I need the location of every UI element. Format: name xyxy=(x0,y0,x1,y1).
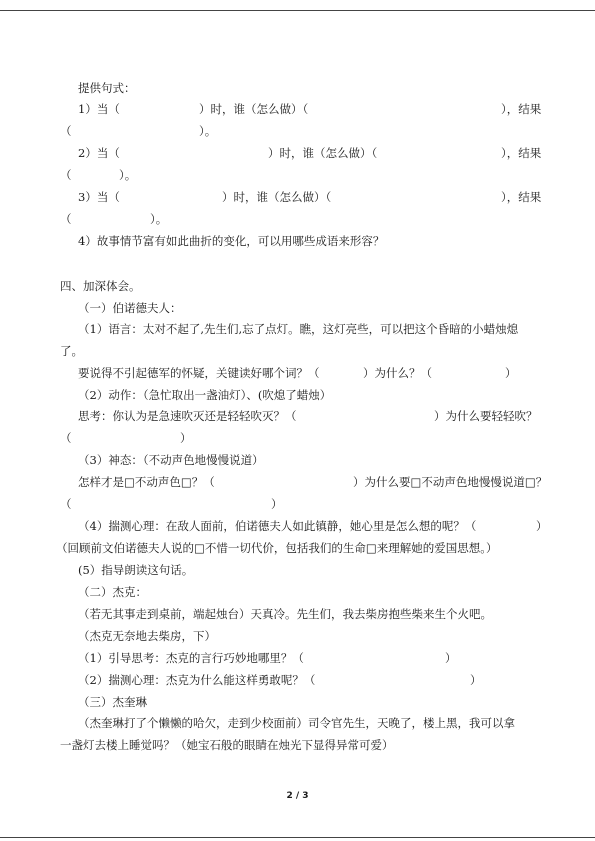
text-segment: （杰奎琳打了个懒懒的哈欠，走到少校面前）司令官先生，天晚了，楼上黑，我可以拿 xyxy=(78,716,515,730)
text-segment: （1）引导思考：杰克的言行巧妙地哪里？（ xyxy=(78,651,304,665)
text-segment: ）。 xyxy=(119,168,137,182)
text-segment: ）时，谁（怎么做）（ xyxy=(199,102,309,116)
text-segment: ）。 xyxy=(199,124,217,138)
text-segment: ）为什么？（ xyxy=(363,366,432,380)
text-segment: 1）当（ xyxy=(78,102,120,116)
text-segment: 2）当（ xyxy=(78,146,120,160)
text-segment: ），结果 xyxy=(501,102,542,116)
text-segment: （二）杰克： xyxy=(78,585,147,599)
text-segment: 提供句式： xyxy=(78,81,136,95)
text-segment: （2）揣测心理：杰克为什么能这样勇敢呢？（ xyxy=(78,673,316,687)
text-segment: ） xyxy=(470,673,482,687)
text-segment: ） xyxy=(536,519,548,533)
text-segment: （三）杰奎琳 xyxy=(78,695,147,709)
text-segment: （ xyxy=(60,168,72,182)
page-number: 2 / 3 xyxy=(286,791,309,801)
text-segment: （1）语言：太对不起了,先生们,忘了点灯。瞧，这灯亮些，可以把这个昏暗的小蜡烛熄 xyxy=(78,322,519,336)
text-segment: （3）神态：（不动声色地慢慢说道） xyxy=(78,453,264,467)
text-segment: ） xyxy=(505,366,517,380)
text-segment: ）为什么要轻轻吹？ xyxy=(434,409,538,423)
text-segment: 要说得不引起德军的怀疑，关键读好哪个词？（ xyxy=(78,366,320,380)
text-segment: (5）指导朗读这句话。 xyxy=(78,563,194,577)
text-segment: （ xyxy=(60,431,72,445)
text-segment: ）。 xyxy=(150,212,168,226)
text-segment: ） xyxy=(445,651,457,665)
text-segment: 了。 xyxy=(60,344,83,358)
text-segment: （杰克无奈地去柴房，下） xyxy=(78,629,216,643)
text-segment: （2）动作：（急忙取出一盏油灯）、(吹熄了蜡烛） xyxy=(78,388,332,402)
text-segment: （ xyxy=(60,212,72,226)
text-segment: ），结果 xyxy=(501,190,542,204)
bottom-rule xyxy=(0,837,595,838)
text-segment: 四、加深体会。 xyxy=(60,279,141,293)
text-segment: 3）当（ xyxy=(78,190,120,204)
text-segment: （4）揣测心理：在敌人面前，伯诺德夫人如此镇静，她心里是怎么想的呢？（ xyxy=(78,519,477,533)
text-segment: 4）故事情节富有如此曲折的变化，可以用哪些成语来形容？ xyxy=(78,234,385,248)
text-segment: （一）伯诺德夫人： xyxy=(78,301,182,315)
text-segment: 思考：你认为是急速吹灭还是轻轻吹灭？（ xyxy=(78,409,297,423)
text-segment: 一盏灯去楼上睡觉吗？（她宝石般的眼睛在烛光下显得异常可爱） xyxy=(60,738,394,752)
text-segment: （若无其事走到桌前，端起烛台）天真冷。先生们，我去柴房抱些柴来生个火吧。 xyxy=(78,607,492,621)
text-segment: （ xyxy=(60,497,72,511)
text-segment: （回顾前文伯诺德夫人说的□不惜一切代价，包括我们的生命□来理解她的爱国思想。） xyxy=(56,541,498,555)
text-segment: ） xyxy=(271,497,283,511)
text-segment: 怎样才是□不动声色□？（ xyxy=(78,475,215,489)
text-segment: ）时，谁（怎么做）（ xyxy=(222,190,332,204)
text-segment: ）为什么要□不动声色地慢慢说道□？ xyxy=(353,475,548,489)
text-segment: ） xyxy=(180,431,192,445)
top-rule xyxy=(0,10,595,11)
text-segment: ）时，谁（怎么做）（ xyxy=(268,146,378,160)
text-segment: （ xyxy=(60,124,72,138)
text-segment: ），结果 xyxy=(501,146,542,160)
